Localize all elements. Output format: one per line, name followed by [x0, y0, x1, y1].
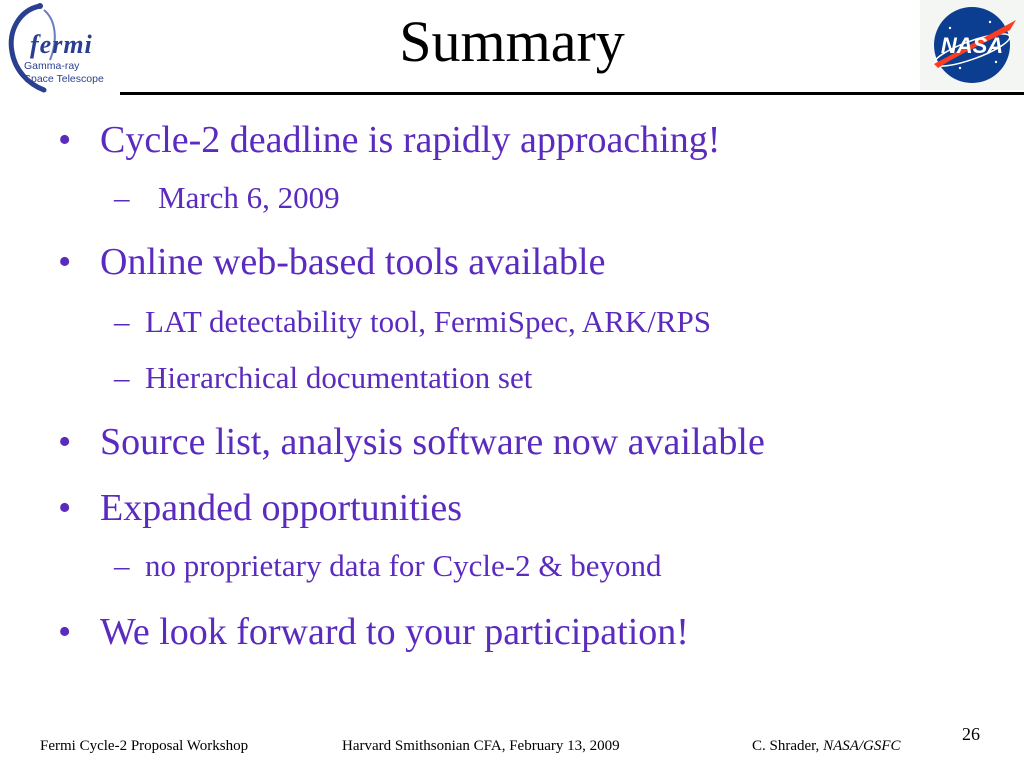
nasa-logo [920, 0, 1024, 90]
footer-author-name: C. Shrader, [752, 738, 820, 754]
fermi-tagline-2: Space Telescope [24, 73, 104, 85]
sub-bullet-item: no proprietary data for Cycle-2 & beyond [145, 548, 662, 583]
footer-affiliation: NASA/GSFC [823, 738, 901, 754]
slide-title: Summary [399, 9, 625, 74]
bullet-marker: • [58, 119, 72, 161]
page-number: 26 [962, 724, 980, 744]
nasa-wordmark: NASA [940, 33, 1004, 58]
bullet-marker: • [58, 487, 72, 529]
bullet-item: Expanded opportunities [100, 487, 462, 529]
fermi-wordmark: fermi [30, 30, 93, 59]
fermi-tagline-1: Gamma-ray [24, 60, 80, 72]
bullet-marker: • [58, 611, 72, 653]
sub-bullet-item: March 6, 2009 [158, 180, 340, 215]
title-divider [120, 92, 1024, 95]
bullet-item: Cycle-2 deadline is rapidly approaching! [100, 119, 721, 161]
footer-workshop: Fermi Cycle-2 Proposal Workshop [40, 738, 249, 754]
nasa-meatball-icon [920, 0, 1024, 90]
sub-bullet-marker: – [114, 548, 130, 583]
bullet-item: Online web-based tools available [100, 241, 606, 283]
sub-bullet-item: LAT detectability tool, FermiSpec, ARK/RPS [145, 304, 712, 339]
bullet-marker: • [58, 421, 72, 463]
footer-author [752, 738, 901, 755]
footer-venue-date: Harvard Smithsonian CFA, February 13, 2009 [342, 738, 620, 754]
sub-bullet-marker: – [114, 180, 130, 215]
sub-bullet-marker: – [114, 360, 130, 395]
sub-bullet-item: Hierarchical documentation set [145, 360, 533, 395]
bullet-marker: • [58, 241, 72, 283]
bullet-item: Source list, analysis software now available [100, 421, 765, 463]
bullet-item: We look forward to your participation! [100, 611, 689, 653]
sub-bullet-marker: – [114, 304, 130, 339]
